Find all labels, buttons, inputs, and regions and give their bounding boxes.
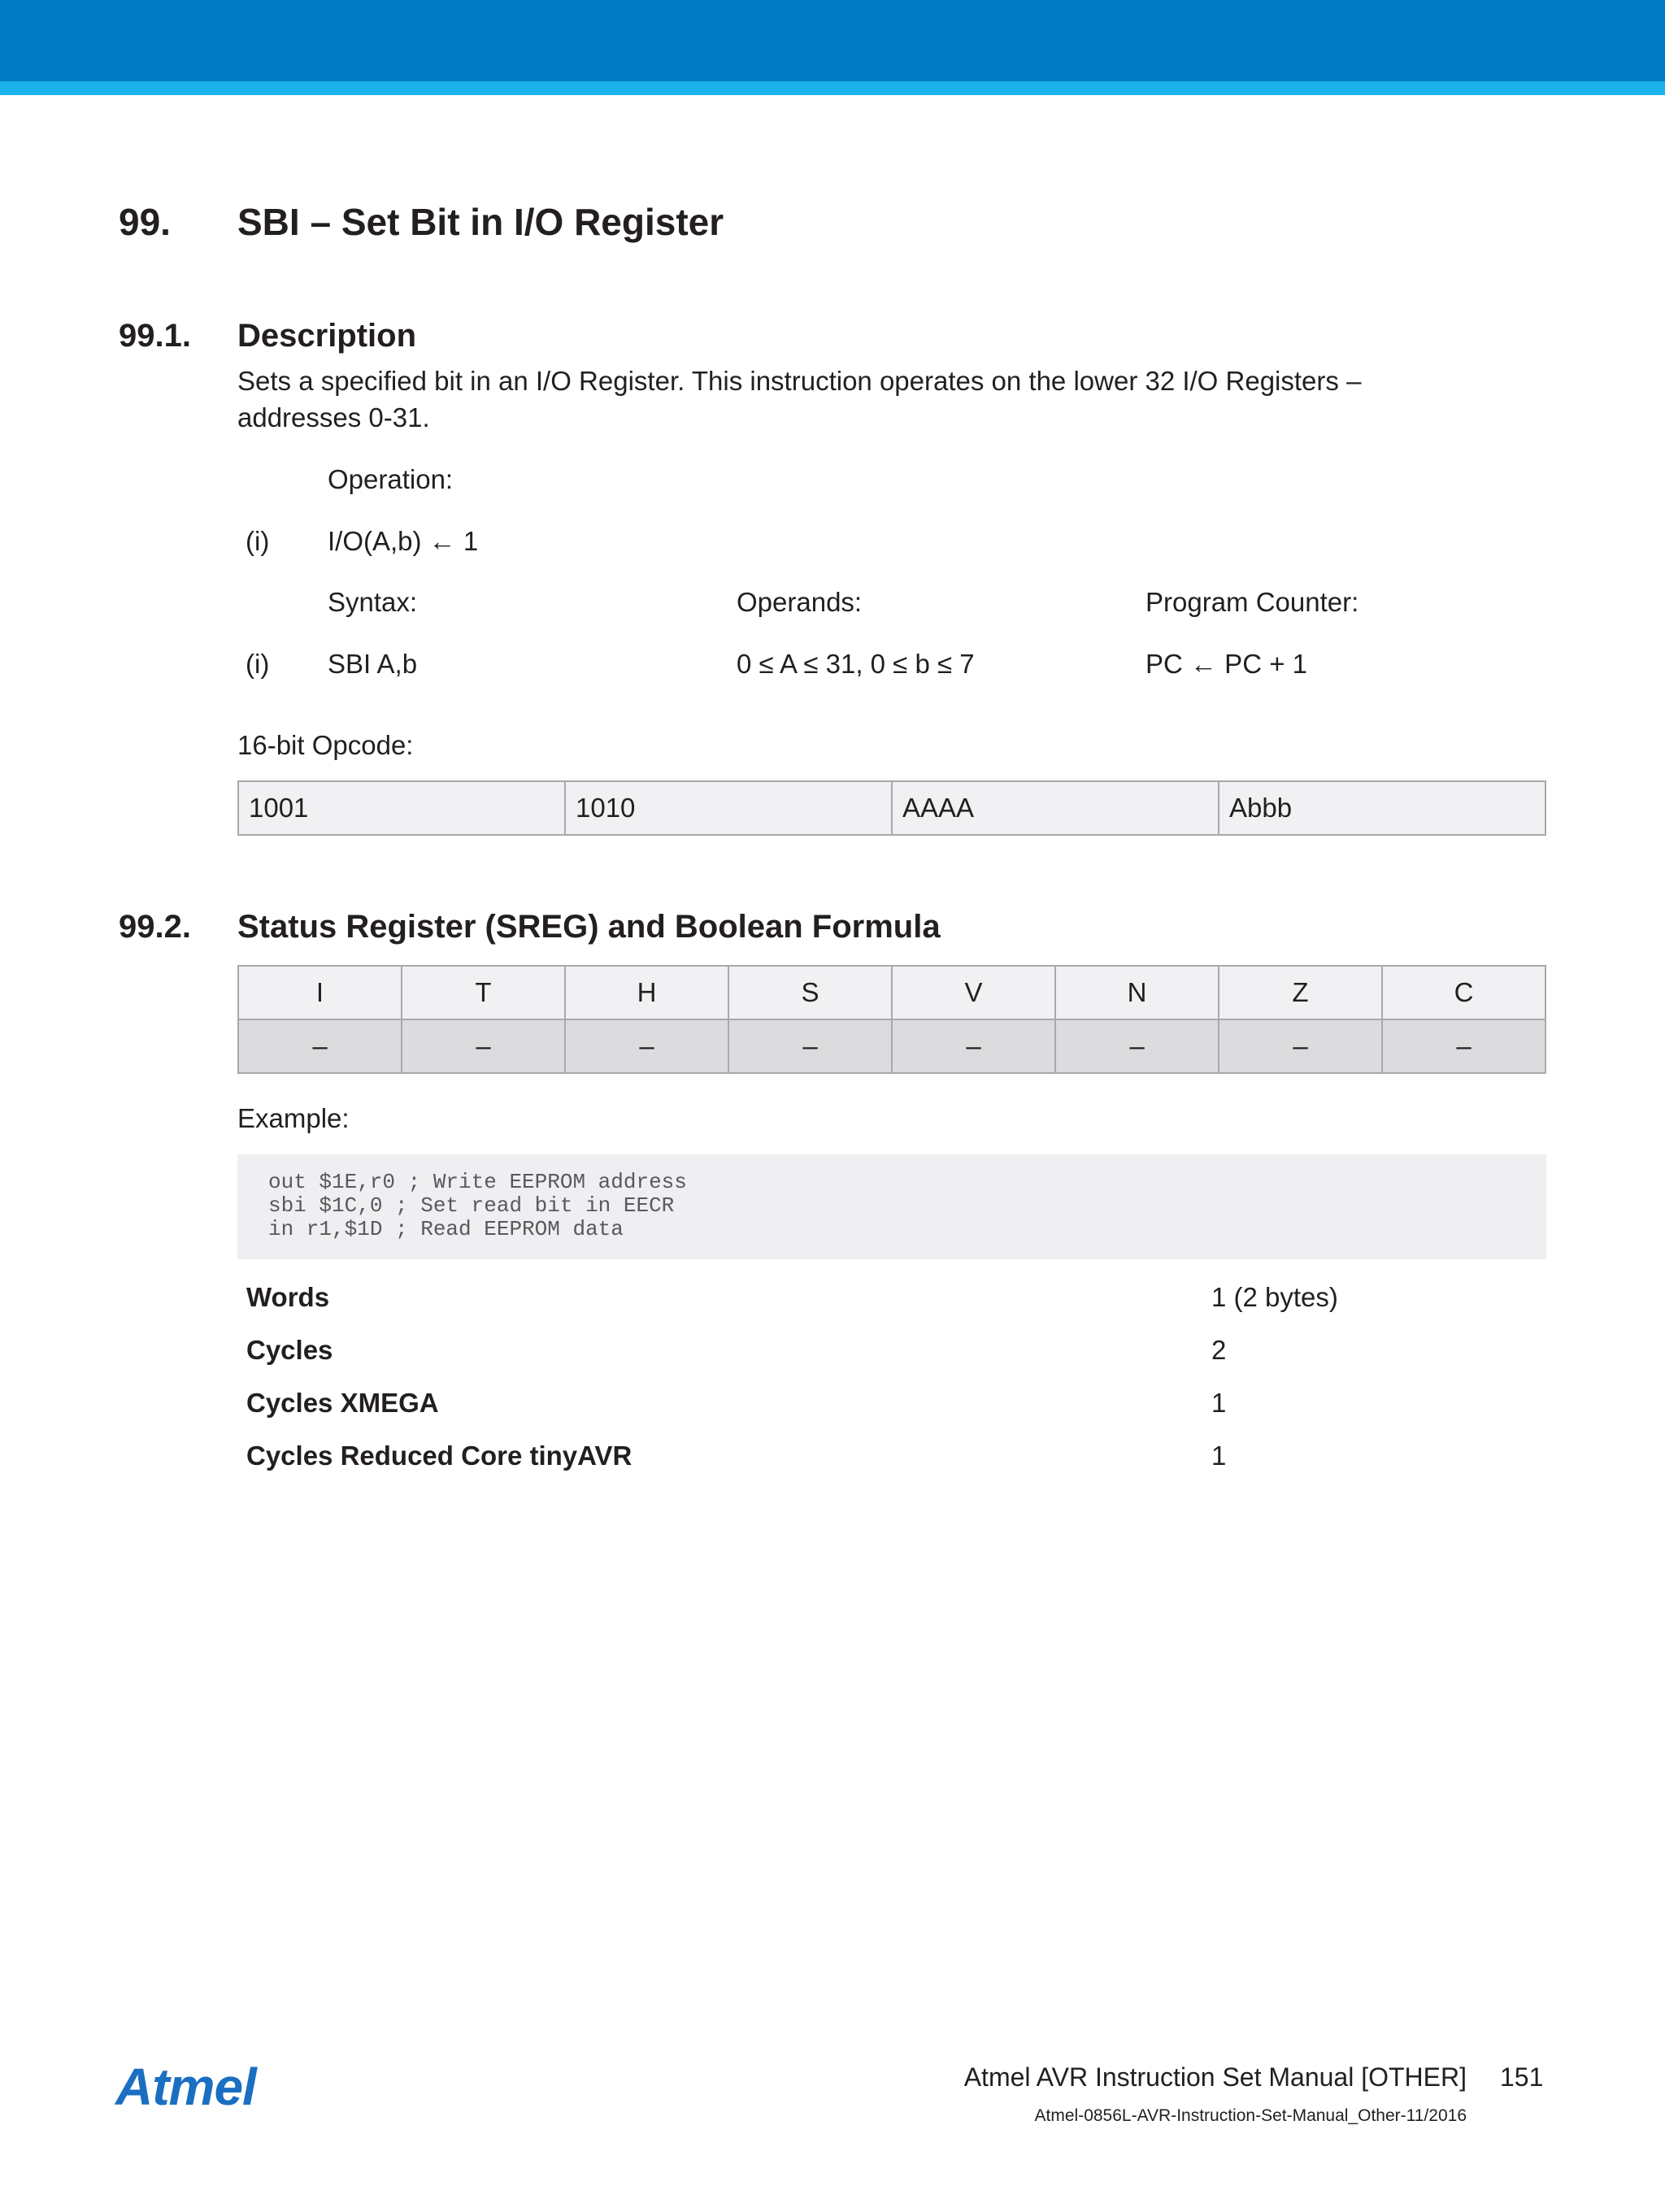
sreg-flag: I — [238, 966, 402, 1019]
example-label: Example: — [237, 1103, 350, 1133]
sreg-flag: T — [402, 966, 565, 1019]
section-number: 99. — [119, 201, 171, 243]
sreg-value: – — [892, 1019, 1055, 1073]
footer-doc-id: Atmel-0856L-AVR-Instruction-Set-Manual_Other-11/2016 — [1034, 2106, 1467, 2125]
code-line: in r1,$1D ; Read EEPROM data — [268, 1217, 624, 1241]
sreg-title: Status Register (SREG) and Boolean Formula — [237, 909, 941, 945]
spec-label-cycles-xmega: Cycles XMEGA — [246, 1388, 439, 1418]
sreg-value: – — [1219, 1019, 1382, 1073]
description-number: 99.1. — [119, 318, 191, 354]
sreg-flag: H — [565, 966, 728, 1019]
sreg-flag-row — [238, 966, 1545, 1019]
opcode-table — [237, 780, 1546, 836]
opcode-label: 16-bit Opcode: — [237, 730, 414, 760]
sreg-number: 99.2. — [119, 909, 191, 945]
header-bar — [0, 0, 1665, 81]
opcode-row — [238, 781, 1545, 835]
sreg-value: – — [402, 1019, 565, 1073]
spec-value-words: 1 (2 bytes) — [1211, 1282, 1338, 1312]
syntax-value: SBI A,b — [328, 649, 418, 679]
section-title: SBI – Set Bit in I/O Register — [237, 201, 724, 243]
sreg-flag: S — [728, 966, 892, 1019]
sreg-flag: C — [1382, 966, 1545, 1019]
sreg-flag: Z — [1219, 966, 1382, 1019]
sreg-value: – — [238, 1019, 402, 1073]
sreg-value: – — [1055, 1019, 1219, 1073]
opcode-cell: AAAA — [892, 781, 1219, 835]
operation-value: I/O(A,b) ← 1 — [328, 526, 479, 556]
spec-value-cycles: 2 — [1211, 1335, 1227, 1365]
code-example — [237, 1154, 1546, 1259]
spec-value-cycles-tinyavr: 1 — [1211, 1441, 1227, 1471]
sreg-value-row — [238, 1019, 1545, 1073]
operation-label: Operation: — [328, 464, 454, 494]
sreg-table — [237, 965, 1546, 1074]
sreg-value: – — [565, 1019, 728, 1073]
description-title: Description — [237, 318, 417, 354]
spec-label-words: Words — [246, 1282, 330, 1312]
opcode-cell: Abbb — [1219, 781, 1545, 835]
opcode-cell: 1001 — [238, 781, 565, 835]
program-counter-label: Program Counter: — [1146, 587, 1359, 617]
syntax-label: Syntax: — [328, 587, 418, 617]
operands-value: 0 ≤ A ≤ 31, 0 ≤ b ≤ 7 — [737, 649, 975, 679]
atmel-logo: Atmel — [115, 2058, 256, 2116]
code-line: sbi $1C,0 ; Set read bit in EECR — [268, 1193, 675, 1218]
program-counter-value: PC ← PC + 1 — [1146, 649, 1307, 679]
header-stripe — [0, 81, 1665, 95]
spec-label-cycles: Cycles — [246, 1335, 333, 1365]
sreg-flag: V — [892, 966, 1055, 1019]
sreg-value: – — [728, 1019, 892, 1073]
operation-index: (i) — [246, 526, 270, 556]
code-line: out $1E,r0 ; Write EEPROM address — [268, 1170, 687, 1194]
description-text-line2: addresses 0-31. — [237, 402, 430, 432]
sreg-value: – — [1382, 1019, 1545, 1073]
sreg-flag: N — [1055, 966, 1219, 1019]
description-text-line1: Sets a specified bit in an I/O Register. This instruction operates on the lower 32 I/O Registers – — [237, 366, 1362, 396]
spec-label-cycles-tinyavr: Cycles Reduced Core tinyAVR — [246, 1441, 633, 1471]
spec-value-cycles-xmega: 1 — [1211, 1388, 1227, 1418]
footer-manual-title: Atmel AVR Instruction Set Manual [OTHER] — [963, 2062, 1467, 2092]
opcode-cell: 1010 — [565, 781, 892, 835]
syntax-index: (i) — [246, 649, 270, 679]
operands-label: Operands: — [737, 587, 863, 617]
footer-page-number: 151 — [1500, 2062, 1544, 2092]
